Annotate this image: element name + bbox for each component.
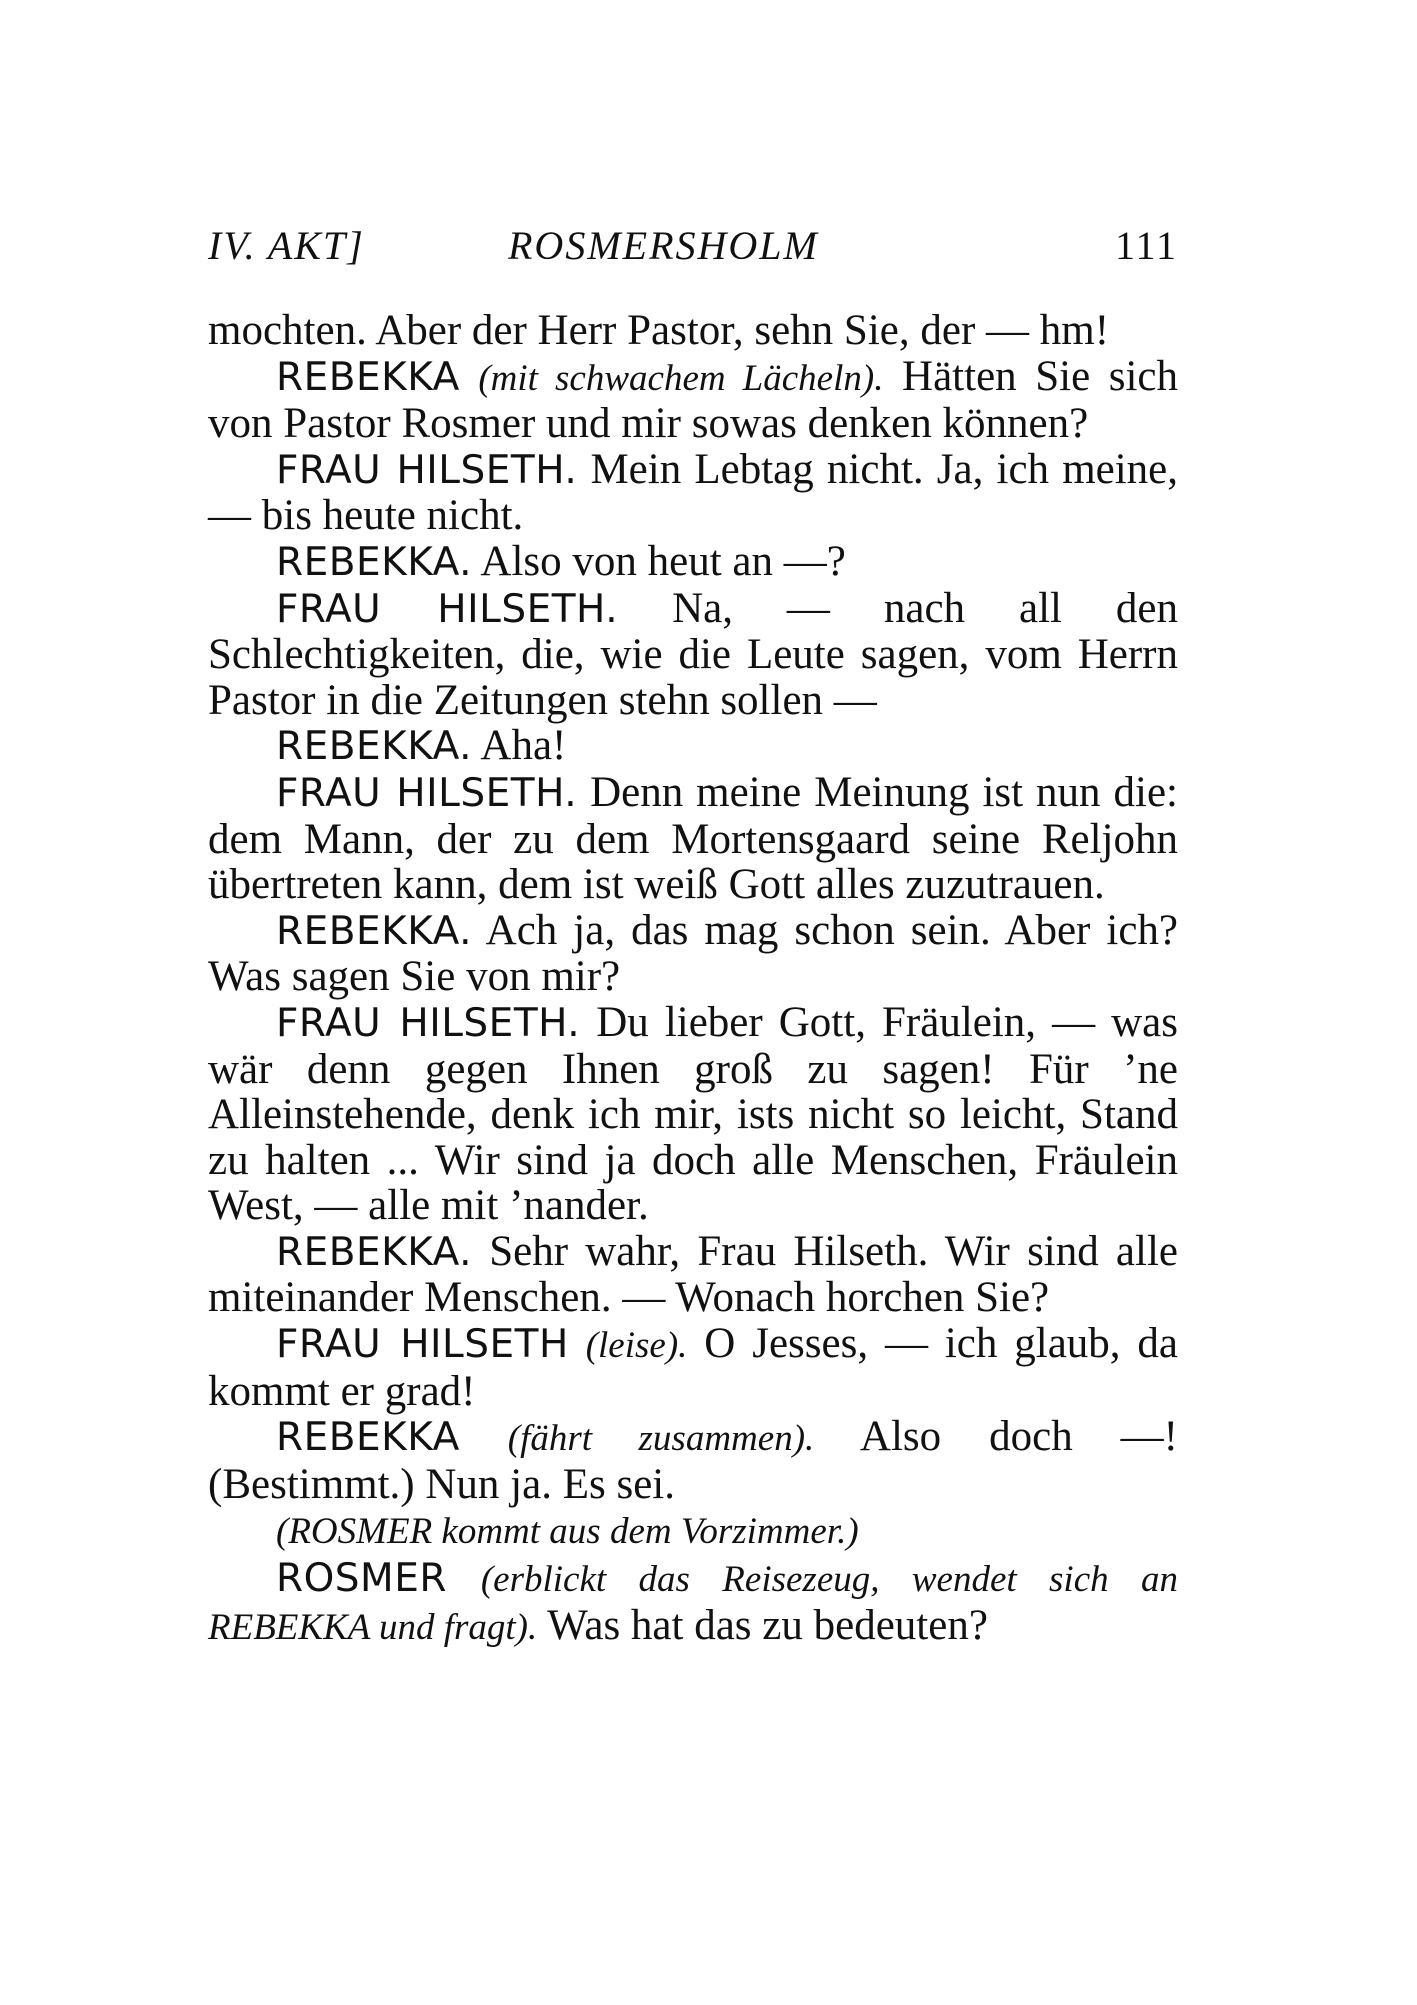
- paragraph: [208, 539, 1178, 586]
- stage-direction: (mit schwachem Lächeln).: [478, 357, 884, 399]
- paragraph: [208, 586, 1178, 724]
- dialogue-text: Also von heut an —?: [480, 537, 846, 585]
- play-text: [208, 308, 1178, 1650]
- dialogue-text: mochten. Aber der Herr Pastor, sehn Sie, der — hm!: [208, 307, 1110, 354]
- paragraph: [208, 1229, 1178, 1321]
- speaker-name: FRAU HILSETH: [276, 1322, 569, 1368]
- dialogue-text: Also doch —! (Bestimmt.) Nun ja. Es sei.: [208, 1413, 1178, 1508]
- speaker-name: REBEKKA.: [276, 908, 472, 954]
- page-number: 111: [1114, 223, 1178, 268]
- paragraph: [208, 908, 1178, 1000]
- paragraph: [208, 1555, 1178, 1650]
- dialogue-text: Na, — nach all den Schlechtigkeiten, die, wie die Leute sagen, vom Herrn Pastor in die Zeitungen stehn sollen —: [208, 584, 1179, 724]
- running-header: [208, 222, 1178, 282]
- stage-direction: (fährt zusammen).: [507, 1418, 815, 1460]
- stage-direction-line: (ROSMER kommt aus dem Vorzimmer.): [276, 1511, 859, 1553]
- speaker-name: FRAU HILSETH.: [276, 1000, 581, 1046]
- paragraph: [208, 308, 1178, 354]
- dialogue-text: Denn meine Meinung ist nun die: dem Mann, der zu dem Mortensgaard seine Reljohn übertreten kann, dem ist weiß Gott alles zuzutrauen.: [208, 768, 1178, 909]
- dialogue-text: Ach ja, das mag schon sein. Aber ich? Was sagen Sie von mir?: [208, 906, 1178, 1001]
- dialogue-text: Hätten Sie sich von Pastor Rosmer und mir sowas denken können?: [208, 352, 1179, 448]
- paragraph: [208, 1414, 1178, 1507]
- dialogue-text: Was hat das zu bedeuten?: [547, 1601, 988, 1649]
- paragraph: [208, 1507, 1178, 1555]
- dialogue-text: Aha!: [480, 722, 567, 770]
- paragraph: [208, 1321, 1178, 1414]
- speaker-name: REBEKKA.: [276, 724, 472, 770]
- speaker-name: FRAU HILSETH.: [276, 770, 578, 816]
- dialogue-text: Mein Lebtag nicht. Ja, ich meine, — bis heute nicht.: [208, 445, 1179, 540]
- speaker-name: REBEKKA.: [276, 539, 472, 585]
- running-title: ROSMERSHOLM: [508, 223, 819, 268]
- speaker-name: REBEKKA.: [276, 1229, 472, 1275]
- dialogue-text: Sehr wahr, Frau Hilseth. Wir sind alle miteinander Menschen. — Wonach horchen Sie?: [208, 1227, 1178, 1322]
- speaker-name: REBEKKA: [276, 354, 460, 400]
- paragraph: [208, 1000, 1178, 1229]
- stage-direction: (erblickt das Reisezeug, wendet sich an REBEKKA und fragt).: [208, 1559, 1179, 1648]
- paragraph: [208, 770, 1178, 908]
- dialogue-text: Du lieber Gott, Fräulein, — was wär denn gegen Ihnen groß zu sagen! Für ’ne Alleinstehende, denk ich mir, ists nicht so leicht, Stand zu halten ... Wir sind ja doch alle Menschen, Fräulein West, — alle mit ’nander.: [208, 998, 1179, 1230]
- speaker-name: REBEKKA: [276, 1415, 460, 1461]
- paragraph: [208, 354, 1178, 447]
- paragraph: [208, 447, 1178, 539]
- speaker-name: ROSMER: [276, 1556, 447, 1602]
- stage-direction: (leise).: [585, 1325, 688, 1367]
- speaker-name: FRAU HILSETH.: [276, 447, 578, 493]
- paragraph: [208, 723, 1178, 770]
- speaker-name: FRAU HILSETH.: [276, 586, 619, 632]
- act-label: IV. AKT]: [208, 223, 365, 268]
- dialogue-text: O Jesses, — ich glaub, da kommt er grad!: [208, 1320, 1179, 1415]
